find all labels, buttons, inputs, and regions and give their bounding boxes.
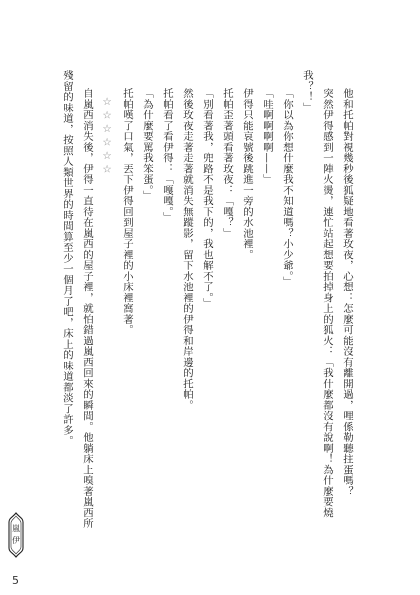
text-column-2: 突然伊得感到一陣火燙，連忙站起想要拍掉身上的狐火：「我什麼都沒有說啊！為什麼要燒	[321, 88, 333, 518]
emblem-char-1: 嵐	[12, 524, 20, 533]
text-column-7: 托帕歪著頭看著玫夜：「嘎？」	[221, 88, 233, 239]
section-break: ☆☆☆☆☆☆	[101, 96, 113, 177]
text-column-12: 托帕嘆了口氣，丟下伊得回到屋子裡的小床裡窩著。	[121, 88, 133, 336]
text-column-6: 伊得只能哀號後跳進一旁的水池裡。	[241, 88, 253, 260]
chapter-emblem	[8, 512, 24, 558]
text-column-5: 「哇啊啊啊啊——」	[261, 88, 273, 185]
emblem-frame-icon	[8, 512, 24, 558]
text-column-4: 「你以為你想什麼我不知道嗎？小少爺。」	[281, 88, 293, 288]
text-column-3: 我？！」	[301, 70, 313, 113]
text-column-1: 他和托帕對視幾秒後狐疑地看著玫夜，心想：怎麼可能沒有離開過，哩係勒聽拄蛋嗎？	[341, 88, 353, 497]
page-number: 5	[12, 574, 19, 587]
text-column-9: 然後玫夜走著走著就消失無蹤影，留下水池裡的伊得和岸邊的托帕。	[181, 88, 193, 411]
text-column-14: 自嵐西消失後，伊得一直待在嵐西的屋子裡，就怕錯過嵐西回來的瞬間。他躺床上嗅著嵐西所	[81, 88, 93, 529]
emblem-char-2: 伊	[12, 536, 20, 545]
text-column-10: 托帕看了看伊得：「嘎嘎。」	[161, 88, 173, 223]
text-column-11: 「為什麼要罵我笨蛋。」	[141, 88, 153, 202]
text-column-15: 殘留的味道，按照人類世界的時間算至少一個月了吧，床上的味道都淡了許多。	[61, 70, 73, 447]
text-column-8: 「別看著我，兜路不是我下的，我也解不了。」	[201, 88, 213, 309]
